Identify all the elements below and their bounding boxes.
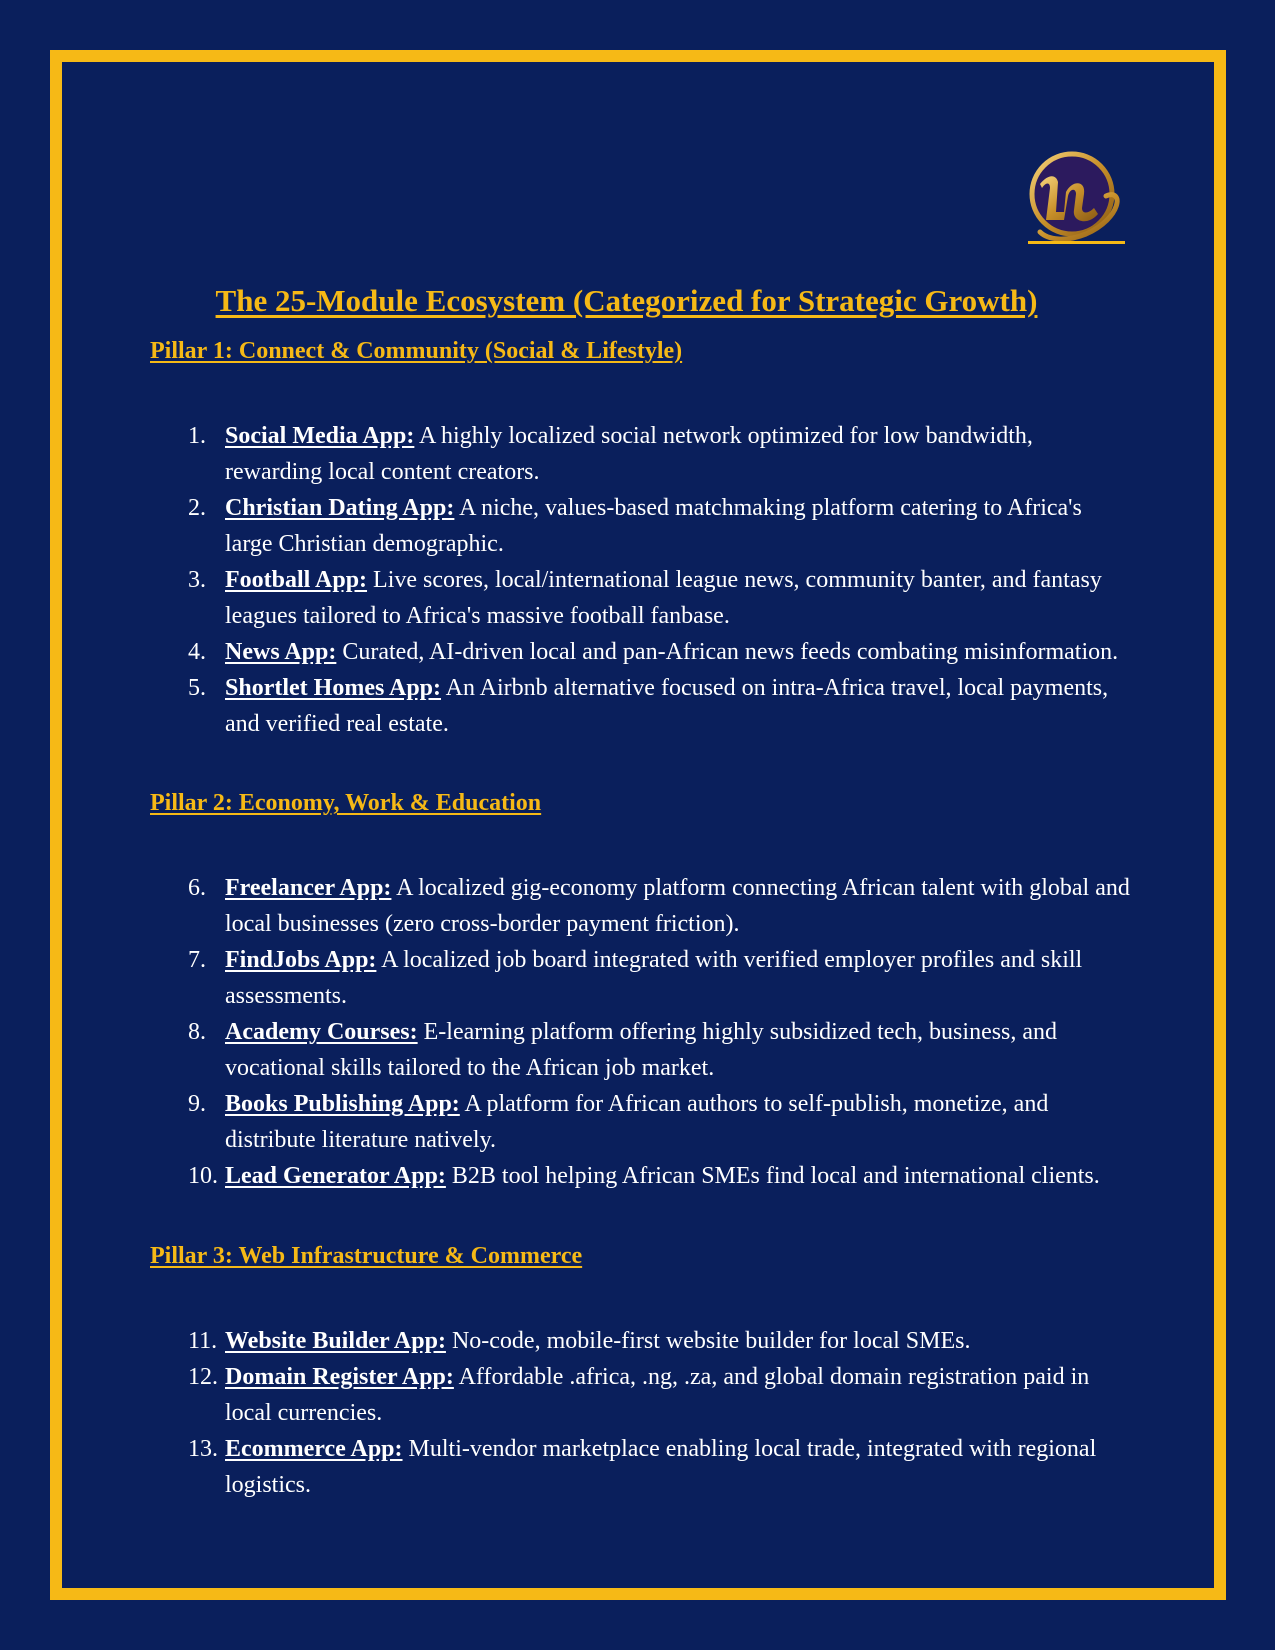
item-number: 13.: [188, 1436, 218, 1462]
list-item: [0, 634, 1130, 670]
module-name: Books Publishing App:: [225, 1091, 460, 1117]
module-name: Shortlet Homes App:: [225, 675, 441, 701]
list-item: [0, 870, 1130, 942]
list-item: [0, 562, 1130, 634]
module-name: FindJobs App:: [225, 947, 377, 973]
item-number: 4.: [188, 639, 206, 665]
list-item: [0, 1158, 1130, 1194]
module-name: Football App:: [225, 567, 368, 593]
module-description: Curated, AI-driven local and pan-African news feeds combating misinformation.: [336, 639, 1119, 665]
item-number: 11.: [188, 1328, 218, 1354]
item-number: 10.: [188, 1163, 218, 1189]
module-name: Lead Generator App:: [225, 1163, 446, 1189]
module-description: Live scores, local/international league news, community banter, and fantasy leagues tailored to Africa's massive football fanbase.: [225, 567, 1102, 629]
module-description: E-learning platform offering highly subsidized tech, business, and vocational skills tailored to the African job market.: [225, 1019, 1058, 1081]
module-name: Ecommerce App:: [225, 1436, 403, 1462]
module-description: Multi-vendor marketplace enabling local trade, integrated with regional logistics.: [225, 1436, 1097, 1498]
item-number: 6.: [188, 875, 206, 901]
list-item: [0, 1431, 1130, 1503]
module-description: A niche, values-based matchmaking platform catering to Africa's large Christian demographic.: [225, 495, 1082, 557]
item-number: 5.: [188, 675, 206, 701]
module-description: B2B tool helping African SMEs find local and international clients.: [445, 1163, 1100, 1189]
pillar-heading: Pillar 1: Connect & Community (Social & Lifestyle): [150, 338, 683, 364]
item-number: 12.: [188, 1364, 218, 1390]
item-number: 7.: [188, 947, 206, 973]
logo-underline: [1028, 241, 1125, 244]
item-number: 8.: [188, 1019, 206, 1045]
document-title: The 25-Module Ecosystem (Categorized for Strategic Growth): [215, 283, 1038, 318]
module-name: News App:: [225, 639, 337, 665]
list-item: [0, 1359, 1130, 1431]
module-list: [0, 418, 1130, 742]
list-item: [0, 942, 1130, 1014]
item-number: 3.: [188, 567, 206, 593]
module-name: Domain Register App:: [225, 1364, 454, 1390]
module-list: [0, 870, 1130, 1194]
module-description: An Airbnb alternative focused on intra-Africa travel, local payments, and verified real estate.: [225, 675, 1109, 737]
n-letter-logo-icon: [1026, 148, 1126, 248]
module-description: No-code, mobile-first website builder for local SMEs.: [445, 1328, 971, 1354]
module-name: Christian Dating App:: [225, 495, 455, 521]
item-number: 1.: [188, 423, 206, 449]
item-number: 2.: [188, 495, 206, 521]
module-name: Academy Courses:: [225, 1019, 418, 1045]
item-number: 9.: [188, 1091, 206, 1117]
list-item: [0, 1014, 1130, 1086]
module-description: A highly localized social network optimized for low bandwidth, rewarding local content creators.: [225, 423, 1033, 485]
list-item: [0, 490, 1130, 562]
list-item: [0, 670, 1130, 742]
module-list: [0, 1323, 1130, 1503]
list-item: [0, 418, 1130, 490]
module-name: Social Media App:: [225, 423, 415, 449]
module-description: A localized job board integrated with verified employer profiles and skill assessments.: [225, 947, 1083, 1009]
module-description: A platform for African authors to self-publish, monetize, and distribute literature natively.: [225, 1091, 1049, 1153]
pillar-heading: Pillar 3: Web Infrastructure & Commerce: [150, 1243, 583, 1269]
module-name: Freelancer App:: [225, 875, 392, 901]
module-description: A localized gig-economy platform connecting African talent with global and local businesses (zero cross-border payment friction).: [225, 875, 1130, 937]
pillar-heading: Pillar 2: Economy, Work & Education: [150, 790, 542, 816]
module-name: Website Builder App:: [225, 1328, 446, 1354]
module-description: Affordable .africa, .ng, .za, and global domain registration paid in local currencies.: [225, 1364, 1090, 1426]
list-item: [0, 1086, 1130, 1158]
list-item: [0, 1323, 1130, 1359]
